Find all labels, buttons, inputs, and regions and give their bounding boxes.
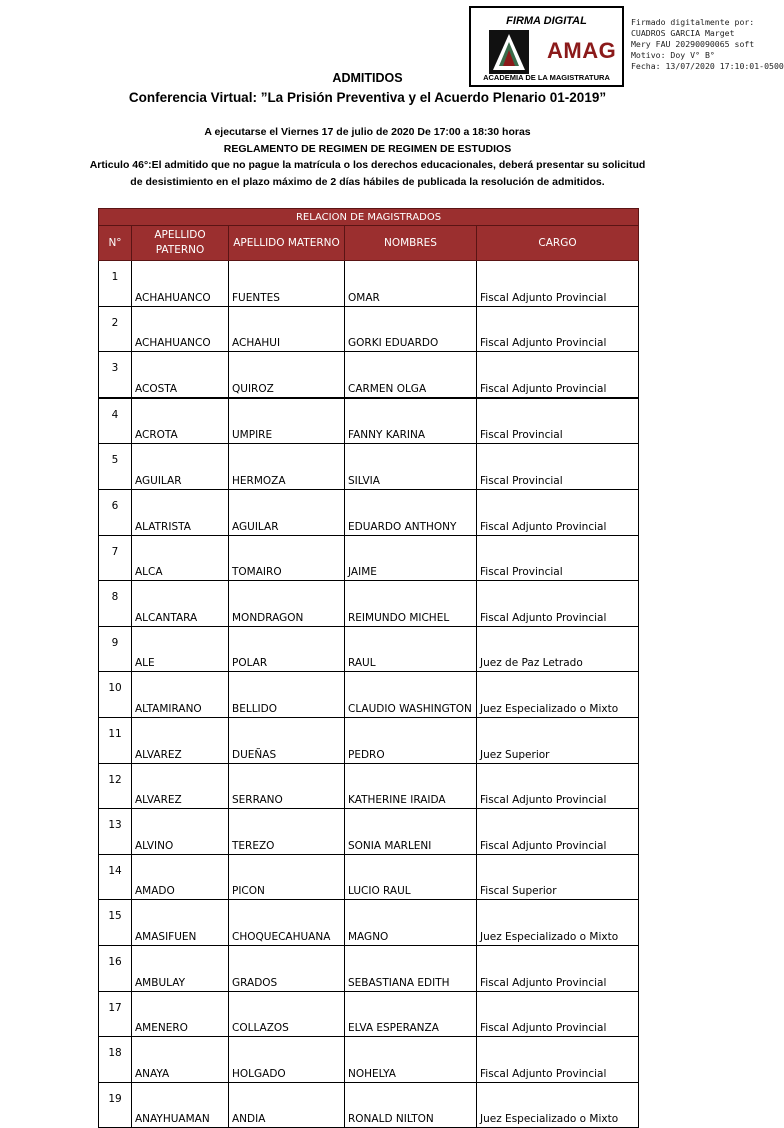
table-row — [99, 535, 639, 581]
row-number-cell: 11 — [99, 717, 132, 763]
column-header: NOMBRES — [345, 226, 477, 261]
nombres-cell: CLAUDIO WASHINGTON — [345, 672, 477, 718]
nombres-cell: SONIA MARLENI — [345, 809, 477, 855]
nombres-cell: GORKI EDUARDO — [345, 306, 477, 352]
article-text-line-1: Articulo 46°:El admitido que no pague la matrícula o los derechos educacionales, deberá presentar su solicitud — [89, 159, 646, 171]
table-row — [99, 672, 639, 718]
cargo-cell: Juez Superior — [477, 717, 639, 763]
column-header: N° — [99, 226, 132, 261]
table-row — [99, 945, 639, 991]
signature-line: Mery FAU 20290090065 soft — [631, 39, 755, 49]
apellido-paterno-cell: ALCA — [132, 535, 229, 581]
row-number-cell: 19 — [99, 1082, 132, 1128]
nombres-cell: NOHELYA — [345, 1037, 477, 1083]
apellido-paterno-cell: AMASIFUEN — [132, 900, 229, 946]
apellido-paterno-cell: ALVAREZ — [132, 763, 229, 809]
signature-line: CUADROS GARCIA Marget — [631, 28, 735, 38]
row-number-cell: 14 — [99, 854, 132, 900]
row-number-cell: 12 — [99, 763, 132, 809]
nombres-cell: RAUL — [345, 626, 477, 672]
cargo-cell: Fiscal Adjunto Provincial — [477, 306, 639, 352]
apellido-materno-cell: MONDRAGON — [229, 581, 345, 627]
row-number-cell: 7 — [99, 535, 132, 581]
cargo-cell: Fiscal Provincial — [477, 535, 639, 581]
apellido-paterno-cell: ALATRISTA — [132, 489, 229, 535]
cargo-cell: Fiscal Adjunto Provincial — [477, 809, 639, 855]
apellido-paterno-cell: ANAYA — [132, 1037, 229, 1083]
row-number-cell: 8 — [99, 581, 132, 627]
apellido-materno-cell: PICON — [229, 854, 345, 900]
nombres-cell: RONALD NILTON — [345, 1082, 477, 1128]
table-row — [99, 1082, 639, 1128]
table-row — [99, 900, 639, 946]
nombres-cell: SEBASTIANA EDITH — [345, 945, 477, 991]
page-subtitle: Conferencia Virtual: ”La Prisión Preventiva y el Acuerdo Plenario 01-2019” — [128, 90, 607, 105]
nombres-cell: LUCIO RAUL — [345, 854, 477, 900]
nombres-cell: OMAR — [345, 261, 477, 307]
signature-info — [631, 17, 784, 72]
row-number-cell: 2 — [99, 306, 132, 352]
cargo-cell: Fiscal Adjunto Provincial — [477, 352, 639, 398]
apellido-materno-cell: ACHAHUI — [229, 306, 345, 352]
nombres-cell: JAIME — [345, 535, 477, 581]
apellido-paterno-cell: ACROTA — [132, 398, 229, 444]
apellido-materno-cell: POLAR — [229, 626, 345, 672]
apellido-materno-cell: SERRANO — [229, 763, 345, 809]
table-section-title: RELACION DE MAGISTRADOS — [99, 209, 639, 226]
page-title: ADMITIDOS — [332, 71, 403, 85]
apellido-materno-cell: AGUILAR — [229, 489, 345, 535]
signature-line: Fecha: 13/07/2020 17:10:01-0500 — [631, 61, 784, 71]
apellido-materno-cell: CHOQUECAHUANA — [229, 900, 345, 946]
event-date: A ejecutarse el Viernes 17 de julio de 2020 De 17:00 a 18:30 horas — [204, 126, 531, 138]
cargo-cell: Fiscal Provincial — [477, 444, 639, 490]
cargo-cell: Fiscal Adjunto Provincial — [477, 489, 639, 535]
table-row — [99, 352, 639, 398]
apellido-paterno-cell: ALCANTARA — [132, 581, 229, 627]
row-number-cell: 6 — [99, 489, 132, 535]
nombres-cell: PEDRO — [345, 717, 477, 763]
nombres-cell: ELVA ESPERANZA — [345, 991, 477, 1037]
table-row — [99, 489, 639, 535]
apellido-paterno-cell: AGUILAR — [132, 444, 229, 490]
nombres-cell: CARMEN OLGA — [345, 352, 477, 398]
row-number-cell: 13 — [99, 809, 132, 855]
cargo-cell: Juez Especializado o Mixto — [477, 672, 639, 718]
cargo-cell: Fiscal Adjunto Provincial — [477, 763, 639, 809]
stamp-brand: AMAG — [547, 38, 617, 63]
table-row — [99, 991, 639, 1037]
table-header-row — [99, 226, 639, 261]
table-row — [99, 854, 639, 900]
row-number-cell: 10 — [99, 672, 132, 718]
stamp-footer: ACADEMIA DE LA MAGISTRATURA — [483, 73, 610, 82]
row-number-cell: 5 — [99, 444, 132, 490]
nombres-cell: FANNY KARINA — [345, 398, 477, 444]
cargo-cell: Fiscal Adjunto Provincial — [477, 261, 639, 307]
table-row — [99, 626, 639, 672]
cargo-cell: Fiscal Adjunto Provincial — [477, 945, 639, 991]
apellido-materno-cell: DUEÑAS — [229, 717, 345, 763]
apellido-paterno-cell: ACHAHUANCO — [132, 306, 229, 352]
apellido-materno-cell: TOMAIRO — [229, 535, 345, 581]
apellido-materno-cell: FUENTES — [229, 261, 345, 307]
apellido-materno-cell: QUIROZ — [229, 352, 345, 398]
stamp-title: FIRMA DIGITAL — [506, 15, 587, 27]
row-number-cell: 1 — [99, 261, 132, 307]
nombres-cell: KATHERINE IRAIDA — [345, 763, 477, 809]
table-row — [99, 1037, 639, 1083]
nombres-cell: SILVIA — [345, 444, 477, 490]
nombres-cell: EDUARDO ANTHONY — [345, 489, 477, 535]
apellido-materno-cell: GRADOS — [229, 945, 345, 991]
row-number-cell: 4 — [99, 398, 132, 444]
apellido-paterno-cell: ACOSTA — [132, 352, 229, 398]
apellido-materno-cell: BELLIDO — [229, 672, 345, 718]
table-body — [99, 261, 639, 1128]
regulation-title: REGLAMENTO DE REGIMEN DE REGIMEN DE ESTUDIOS — [223, 143, 512, 155]
cargo-cell: Juez Especializado o Mixto — [477, 1082, 639, 1128]
row-number-cell: 17 — [99, 991, 132, 1037]
table-row — [99, 306, 639, 352]
apellido-paterno-cell: ALTAMIRANO — [132, 672, 229, 718]
apellido-materno-cell: COLLAZOS — [229, 991, 345, 1037]
magistrates-table — [98, 208, 639, 1128]
table-row — [99, 581, 639, 627]
table-row — [99, 809, 639, 855]
cargo-cell: Juez de Paz Letrado — [477, 626, 639, 672]
apellido-materno-cell: UMPIRE — [229, 398, 345, 444]
apellido-paterno-cell: ALVINO — [132, 809, 229, 855]
apellido-materno-cell: TEREZO — [229, 809, 345, 855]
cargo-cell: Fiscal Adjunto Provincial — [477, 581, 639, 627]
apellido-paterno-cell: AMBULAY — [132, 945, 229, 991]
row-number-cell: 18 — [99, 1037, 132, 1083]
column-header: APELLIDO PATERNO — [132, 226, 229, 261]
table-row — [99, 444, 639, 490]
table-row — [99, 261, 639, 307]
nombres-cell: REIMUNDO MICHEL — [345, 581, 477, 627]
apellido-materno-cell: HERMOZA — [229, 444, 345, 490]
row-number-cell: 3 — [99, 352, 132, 398]
table-row — [99, 398, 639, 444]
apellido-paterno-cell: ALE — [132, 626, 229, 672]
column-header: CARGO — [477, 226, 639, 261]
apellido-materno-cell: HOLGADO — [229, 1037, 345, 1083]
cargo-cell: Juez Especializado o Mixto — [477, 900, 639, 946]
nombres-cell: MAGNO — [345, 900, 477, 946]
row-number-cell: 15 — [99, 900, 132, 946]
column-header: APELLIDO MATERNO — [229, 226, 345, 261]
signature-line: Firmado digitalmente por: — [631, 17, 755, 27]
cargo-cell: Fiscal Adjunto Provincial — [477, 991, 639, 1037]
apellido-paterno-cell: AMADO — [132, 854, 229, 900]
signature-line: Motivo: Doy V° B° — [631, 50, 715, 60]
cargo-cell: Fiscal Adjunto Provincial — [477, 1037, 639, 1083]
apellido-paterno-cell: ALVAREZ — [132, 717, 229, 763]
cargo-cell: Fiscal Superior — [477, 854, 639, 900]
table-row — [99, 717, 639, 763]
article-text-line-2: de desistimiento en el plazo máximo de 2 días hábiles de publicada la resolución de admitidos. — [130, 176, 605, 188]
apellido-paterno-cell: ACHAHUANCO — [132, 261, 229, 307]
row-number-cell: 9 — [99, 626, 132, 672]
apellido-paterno-cell: AMENERO — [132, 991, 229, 1037]
table-row — [99, 763, 639, 809]
cargo-cell: Fiscal Provincial — [477, 398, 639, 444]
apellido-paterno-cell: ANAYHUAMAN — [132, 1082, 229, 1128]
apellido-materno-cell: ANDIA — [229, 1082, 345, 1128]
amag-mountain-logo-icon — [489, 30, 529, 74]
row-number-cell: 16 — [99, 945, 132, 991]
